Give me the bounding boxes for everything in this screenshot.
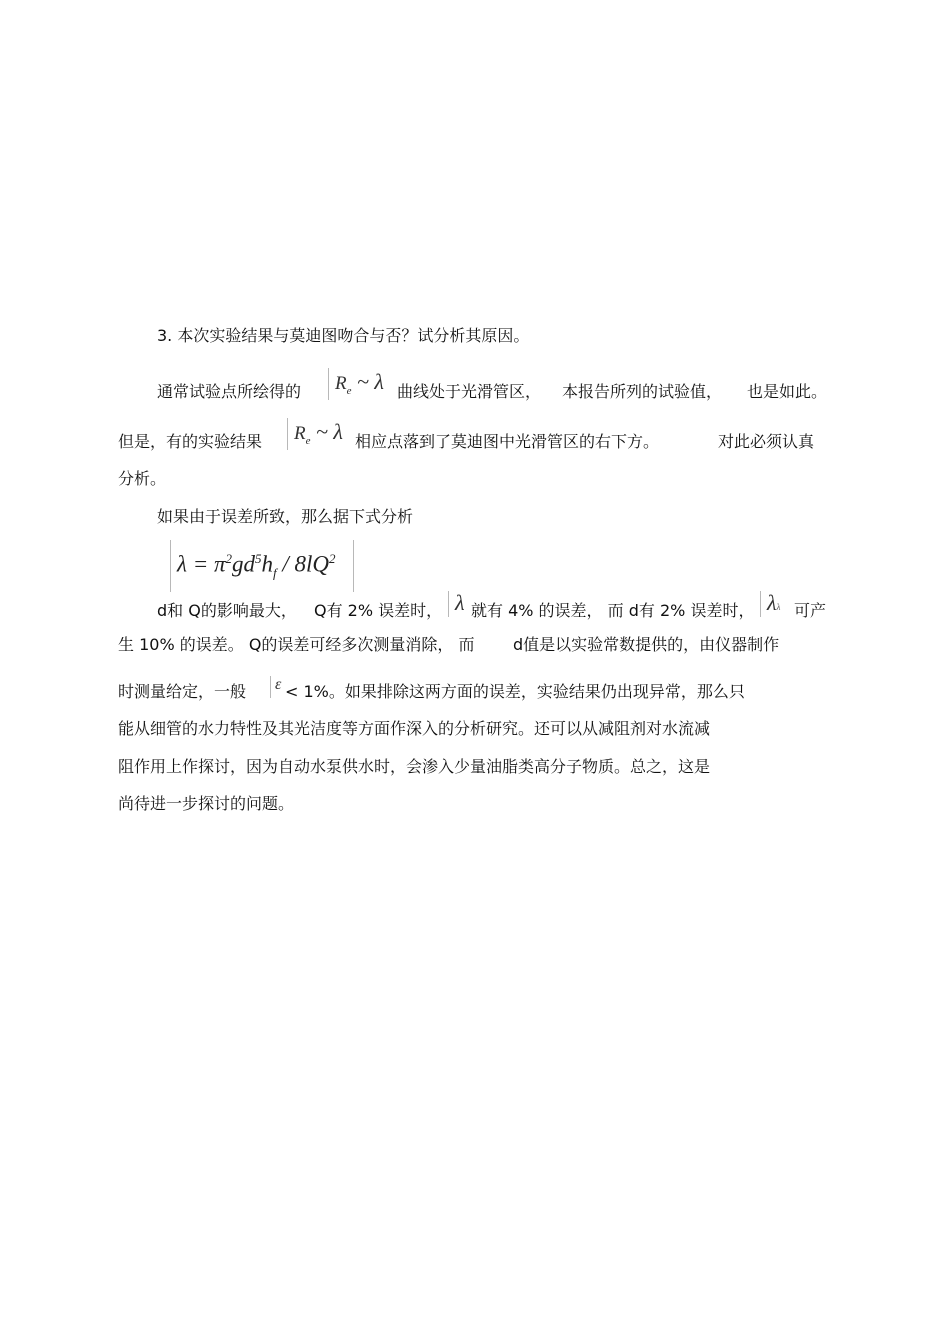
formula-re-lambda-2: $R_e$ ~ λ — [287, 418, 343, 450]
lambda-symbol-1: λ — [448, 591, 465, 617]
paragraph-3-line-4: 能从细管的水力特性及其光洁度等方面作深入的分析研究。还可以从减阻剂对水流减 — [118, 719, 711, 738]
paragraph-1-line-2-c: 对此必须认真 — [718, 432, 815, 451]
paragraph-1-line-1-a: 通常试验点所绘得的 — [157, 382, 302, 401]
formula-lambda-equation: $\lambda = \pi^2gd^5h_f / 8lQ^2$ — [170, 540, 354, 592]
paragraph-3-line-1-c: 就有 4% 的误差， 而 d有 2% 误差时， — [471, 601, 755, 620]
paragraph-1-line-1-c: 本报告所列的试验值， — [562, 382, 723, 401]
formula-re-lambda-1: $R_e$ ~ λ — [328, 368, 384, 400]
paragraph-2-text: 如果由于误差所致，那么据下式分析 — [157, 507, 414, 526]
paragraph-3-line-3-a: 时测量给定，一般 — [118, 682, 247, 701]
paragraph-1-line-1-d: 也是如此。 — [747, 382, 828, 401]
question-heading: 3. 本次实验结果与莫迪图吻合与否？试分析其原因。 — [157, 326, 530, 345]
paragraph-1-line-2-b: 相应点落到了莫迪图中光滑管区的右下方。 — [355, 432, 660, 451]
paragraph-3-line-1-d: 可产 — [794, 601, 827, 620]
paragraph-3-line-3-b: < 1%。如果排除这两方面的误差，实验结果仍出现异常，那么只 — [285, 682, 745, 701]
paragraph-3-line-1-b: Q有 2% 误差时， — [314, 601, 443, 620]
paragraph-3-line-6: 尚待进一步探讨的问题。 — [118, 794, 295, 813]
paragraph-3-line-2-a: 生 10% 的误差。 Q的误差可经多次测量消除， 而 — [118, 635, 475, 654]
paragraph-1-line-2-a: 但是，有的实验结果 — [118, 432, 263, 451]
paragraph-3-line-5: 阻作用上作探讨，因为自动水泵供水时，会渗入少量油脂类高分子物质。总之，这是 — [118, 757, 711, 776]
paragraph-1-line-1-b: 曲线处于光滑管区， — [397, 382, 542, 401]
epsilon-symbol: ε — [270, 676, 281, 698]
paragraph-3-line-1-a: d和 Q的影响最大， — [157, 601, 297, 620]
lambda-symbol-2: λλ — [760, 591, 780, 617]
paragraph-3-line-2-b: d值是以实验常数提供的，由仪器制作 — [513, 635, 780, 654]
paragraph-1-line-3: 分析。 — [118, 469, 167, 488]
